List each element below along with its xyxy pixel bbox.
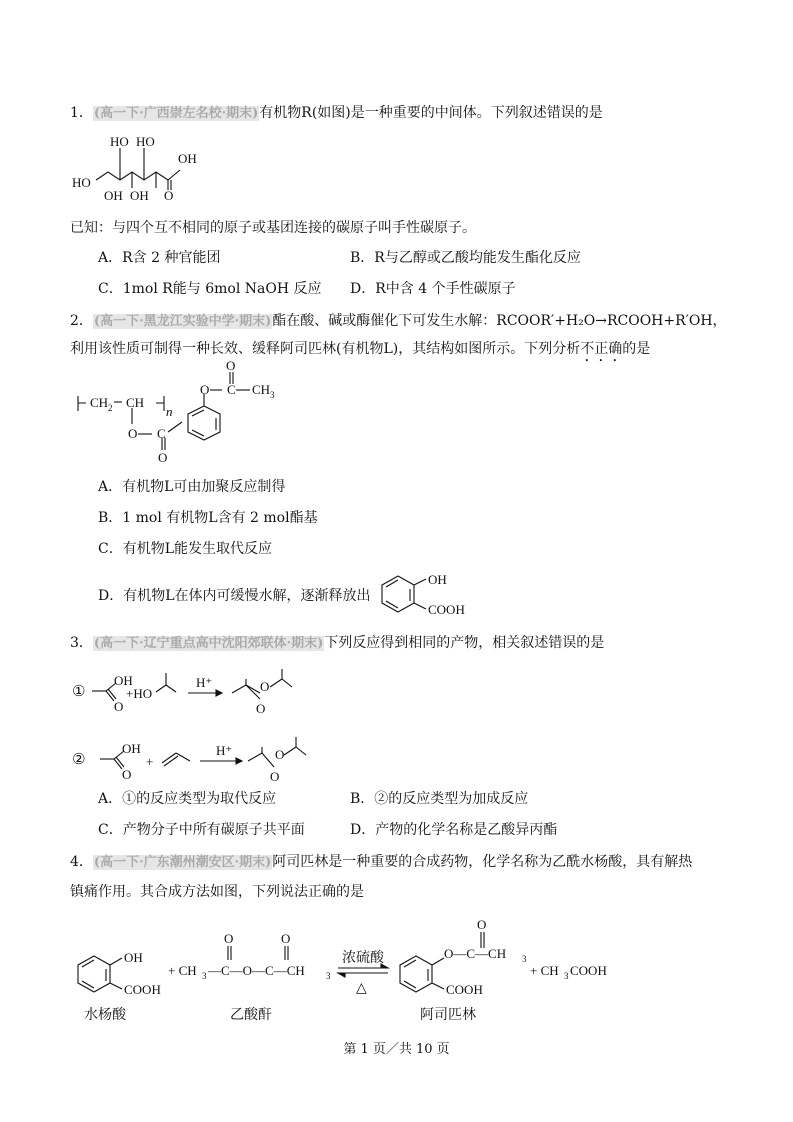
q1-structure [70, 130, 210, 205]
q3-r2-product-o2: O [270, 769, 280, 784]
q2-number: 2． [70, 313, 93, 329]
q2-label-o-top: O [226, 358, 236, 373]
q1-source-tag: (高一下·广西崇左名校·期末) [93, 106, 259, 121]
page-footer: 第 1 页／共 10 页 [343, 1042, 450, 1057]
q4-acetic-cooh: COOH [570, 963, 607, 978]
q1-label-oh-b1: OH [104, 188, 123, 203]
q2-source-tag: (高一下·黑龙江实验中学·期末) [93, 314, 272, 329]
q3-option-a[interactable]: A．①的反应类型为取代反应 [98, 791, 277, 807]
q3-option-d[interactable]: D．产物的化学名称是乙酸异丙酯 [350, 822, 558, 838]
q3-option-b[interactable]: B．②的反应类型为加成反应 [350, 791, 529, 807]
q3-r1-oh: OH [114, 673, 133, 688]
q2-header [70, 311, 727, 332]
q4-asp-otop: O [477, 917, 487, 932]
q4-anh-name: 乙酸酐 [230, 1007, 272, 1023]
q2-stem-pre: 利用该性质可制得一种长效、缓释阿司匹林(有机物L)，其结构如图所示。下列分析 [70, 341, 581, 357]
q4-stem-line2: 镇痛作用。其合成方法如图，下列说法正确的是 [70, 884, 364, 900]
q2-structure [70, 358, 290, 476]
q3-stem: 下列反应得到相同的产物，相关叙述错误的是 [324, 635, 605, 651]
q4-asp-name: 阿司匹林 [420, 1007, 476, 1023]
q4-anhydride-chain: —C—O—C—CH [208, 963, 305, 978]
q4-stem-line1: 阿司匹林是一种重要的合成药物，化学名称为乙酰水杨酸，具有解热 [272, 854, 693, 870]
q2-label-n: n [166, 404, 173, 419]
q4-source-tag: (高一下·广东潮州潮安区·期末) [93, 855, 272, 870]
q1-option-b[interactable]: B．R与乙醇或乙酸均能发生酯化反应 [350, 250, 581, 266]
q3-number: 3． [70, 635, 93, 651]
q4-asp-cooh: COOH [446, 982, 483, 997]
q3-r1-product-o2: O [256, 701, 266, 716]
q2-stem-line2 [70, 339, 650, 365]
q2-stem-emphasis: 不正确 [580, 341, 623, 357]
q4-sal-name: 水杨酸 [84, 1007, 126, 1023]
q4-sub3a: 3 [202, 971, 207, 981]
q1-label-o: O [164, 188, 174, 203]
q2-option-c[interactable]: C．有机物L能发生取代反应 [98, 541, 273, 557]
q2-option-b[interactable]: B．1 mol 有机物L含有 2 mol酯基 [98, 510, 318, 526]
q3-source-tag: (高一下·辽宁重点高中沈阳郊联体·期末) [93, 636, 324, 651]
q3-r2-product-o: O [275, 747, 285, 762]
q3-header [70, 633, 604, 654]
q4-heat: △ [356, 980, 367, 996]
q2-label-ch: CH [126, 395, 145, 410]
q1-header [70, 103, 603, 124]
q2-label-o1: O [128, 426, 138, 441]
q2-d-salicylic-structure [374, 568, 494, 623]
q1-option-a[interactable]: A．R含 2 种官能团 [98, 250, 221, 266]
q2-stem-post: 的是 [622, 341, 651, 357]
q1-label-ho1: HO [110, 134, 129, 149]
q3-r2-o: O [122, 767, 132, 782]
q2-label-sub3: 3 [270, 390, 275, 400]
q1-label-oh-top: OH [178, 151, 197, 166]
q3-r1-product-o: O [260, 679, 270, 694]
q1-label-ho-left: HO [72, 175, 91, 190]
q4-header [70, 852, 692, 873]
q1-number: 1． [70, 105, 93, 121]
q3-r2-plus: + [146, 754, 154, 769]
q4-anh-o1: O [224, 931, 234, 946]
q2-stem-line1: 酯在酸、碱或酶催化下可发生水解：RCOOR′+H₂O→RCOOH+R′OH， [272, 313, 727, 329]
q2-label-c2: C [227, 382, 236, 397]
q4-sub3c: 3 [522, 954, 527, 964]
q3-r1-mark: ① [72, 682, 86, 700]
q2-label-sub2: 2 [108, 403, 113, 413]
q4-anh-o2: O [281, 931, 291, 946]
q3-r2-catalyst: H⁺ [216, 743, 233, 758]
q2-d-label-oh: OH [428, 572, 447, 587]
q4-plus-ch3-2: + CH [530, 963, 559, 978]
q1-stem: 有机物R(如图)是一种重要的中间体。下列叙述错误的是 [259, 105, 603, 121]
q1-label-ho2: HO [136, 134, 155, 149]
q2-label-ch2: CH [90, 395, 109, 410]
q2-option-a[interactable]: A．有机物L可由加聚反应制得 [98, 479, 286, 495]
q1-note: 已知：与四个互不相同的原子或基团连接的碳原子叫手性碳原子。 [70, 220, 476, 236]
q4-sub3d: 3 [564, 971, 569, 981]
q4-plus-ch3: + CH [168, 963, 197, 978]
q1-option-d[interactable]: D．R中含 4 个手性碳原子 [350, 281, 516, 297]
q3-reaction-1 [70, 665, 330, 715]
q4-synthesis-scheme [70, 918, 710, 1028]
q4-sub3b: 3 [326, 971, 331, 981]
q3-reaction-2 [70, 733, 330, 783]
q3-r1-catalyst: H⁺ [196, 675, 213, 690]
q2-label-ch3: CH [252, 382, 271, 397]
q1-option-c[interactable]: C．1mol R能与 6mol NaOH 反应 [98, 281, 322, 297]
q4-sal-cooh: COOH [124, 982, 161, 997]
q3-option-c[interactable]: C．产物分子中所有碳原子共平面 [98, 822, 305, 838]
q2-label-c1: C [157, 426, 166, 441]
q2-d-label-cooh: COOH [428, 602, 465, 617]
q3-r1-o: O [114, 699, 124, 714]
q4-number: 4． [70, 854, 93, 870]
q1-label-oh-b2: OH [130, 188, 149, 203]
q4-sal-oh: OH [124, 950, 143, 965]
q2-option-d[interactable]: D．有机物L在体内可缓慢水解，逐渐释放出 [98, 588, 371, 604]
q2-label-o2: O [200, 382, 210, 397]
q4-asp-ester: O—C—CH [444, 946, 507, 961]
q3-r1-plus-ho: +HO [126, 686, 153, 701]
q3-r2-mark: ② [72, 750, 86, 768]
q2-label-o-bot: O [158, 450, 168, 465]
q3-r2-oh: OH [122, 741, 141, 756]
q4-catalyst: 浓硫酸 [342, 950, 384, 966]
